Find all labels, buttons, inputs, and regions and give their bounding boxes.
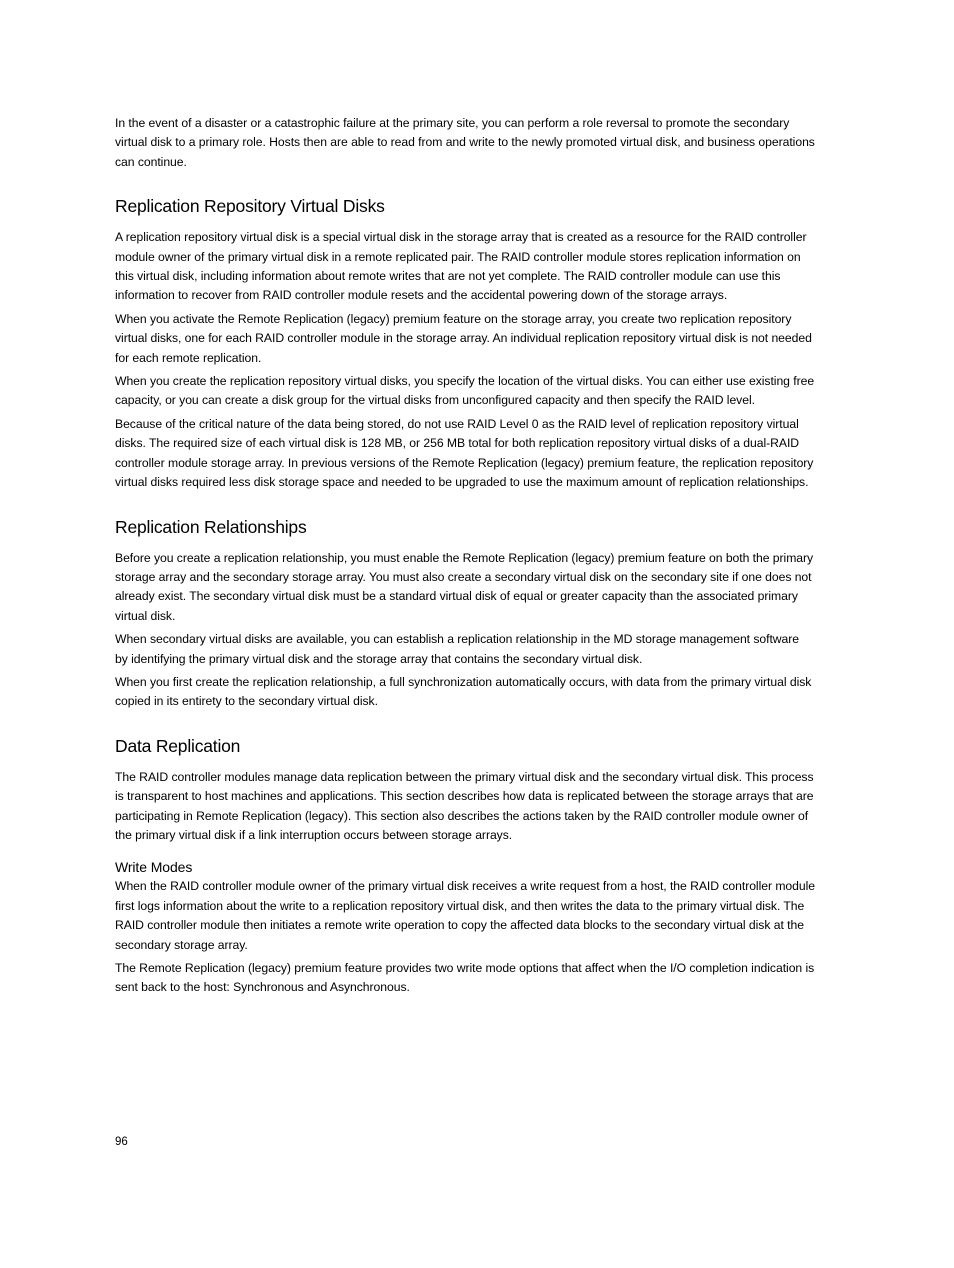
body-paragraph: The Remote Replication (legacy) premium feature provides two write mode options that affect when the I/O completion indication is sent back to the host: Synchronous and Asynchronous.	[115, 961, 815, 995]
page-number: 96	[115, 1136, 128, 1148]
body-paragraph: When you create the replication repository virtual disks, you specify the location of the virtual disks. You can either use existing free capacity, or you can create a disk group for the virtual disks from unconfigured capacity and then specify the RAID level.	[115, 374, 815, 408]
heading-data-replication: Data Replication	[115, 735, 241, 756]
body-paragraph: Before you create a replication relationship, you must enable the Remote Replication (legacy) premium feature on both the primary storage array and the secondary storage array. You must also create a secondary virtual disk on the secondary site if one does not already exist. The secondary virtual disk must be a standard virtual disk of equal or greater capacity than the associated primary virtual disk.	[115, 550, 814, 623]
heading-replication-relationships: Replication Relationships	[115, 516, 307, 537]
body-paragraph: A replication repository virtual disk is a special virtual disk in the storage array that is created as a resource for the RAID controller module owner of the primary virtual disk in a remote replicated pair. The RAID controller module stores replication information on this virtual disk, including information about remote writes that are not yet complete. The RAID controller module can use this information to recover from RAID controller module resets and the accidental powering down of the storage arrays.	[115, 230, 807, 303]
body-paragraph: When you activate the Remote Replication (legacy) premium feature on the storage array, you create two replication repository virtual disks, one for each RAID controller module in the storage array. An individual replication repository virtual disk is not needed for each remote replication.	[115, 311, 812, 365]
intro-paragraph: In the event of a disaster or a catastrophic failure at the primary site, you can perform a role reversal to promote the secondary virtual disk to a primary role. Hosts then are able to read from and write to the newly promoted virtual disk, and business operations can continue.	[115, 116, 815, 169]
subheading-write-modes: Write Modes	[115, 859, 193, 876]
heading-replication-repository-virtual-disks: Replication Repository Virtual Disks	[115, 196, 385, 217]
body-paragraph: The RAID controller modules manage data replication between the primary virtual disk and the secondary virtual disk. This process is transparent to host machines and applications. This section describes how data is replicated between the storage arrays that are participating in Remote Replication (legacy). This section also describes the actions taken by the RAID controller module owner of the primary virtual disk if a link interruption occurs between storage arrays.	[115, 769, 814, 842]
body-paragraph: Because of the critical nature of the data being stored, do not use RAID Level 0 as the RAID level of replication repository virtual disks. The required size of each virtual disk is 128 MB, or 256 MB total for both replication repository virtual disks of a dual-RAID controller module storage array. In previous versions of the Remote Replication (legacy) premium feature, the replication repository virtual disks required less disk storage space and needed to be upgraded to use the maximum amount of replication relationships.	[115, 416, 814, 490]
document-body	[115, 114, 815, 1002]
body-paragraph: When secondary virtual disks are available, you can establish a replication relationship in the MD storage management software by identifying the primary virtual disk and the storage array that contains the secondary virtual disk.	[115, 632, 800, 666]
body-paragraph: When the RAID controller module owner of the primary virtual disk receives a write request from a host, the RAID controller module first logs information about the write to a replication repository virtual disk, and then writes the data to the primary virtual disk. The RAID controller module then initiates a remote write operation to copy the affected data blocks to the secondary virtual disk at the secondary storage array.	[115, 879, 815, 952]
body-paragraph: When you first create the replication relationship, a full synchronization automatically occurs, with data from the primary virtual disk copied in its entirety to the secondary virtual disk.	[115, 674, 812, 709]
